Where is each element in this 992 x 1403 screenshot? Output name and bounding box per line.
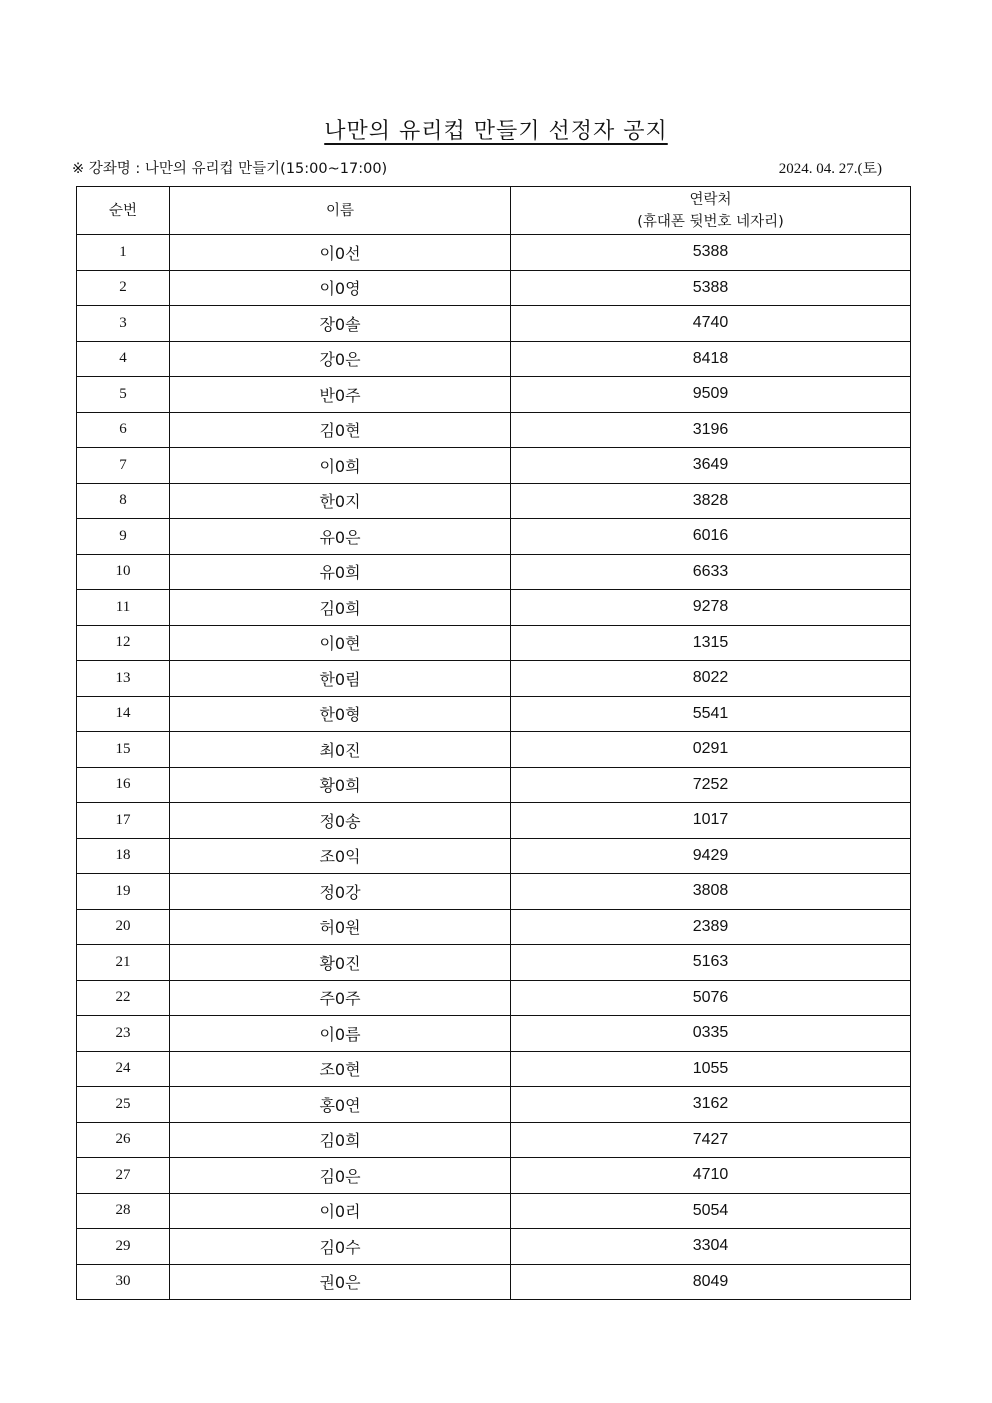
row-number: 2 [77,270,170,306]
row-name: 유0희 [170,554,511,590]
row-phone-last4: 0291 [511,732,911,768]
row-name: 이0리 [170,1193,511,1229]
table-row [77,980,911,1016]
row-phone-last4: 9278 [511,590,911,626]
course-label: ※ 강좌명 : 나만의 유리컵 만들기(15:00~17:00) [72,160,388,177]
header-contact-line2: (휴대폰 뒷번호 네자리) [637,213,784,230]
table-row [77,1051,911,1087]
row-number: 25 [77,1087,170,1123]
row-name: 김0은 [170,1158,511,1194]
table-row [77,1087,911,1123]
table-row [77,377,911,413]
table-row [77,767,911,803]
row-name: 한0형 [170,696,511,732]
row-phone-last4: 5054 [511,1193,911,1229]
table-row [77,235,911,271]
row-number: 9 [77,519,170,555]
row-phone-last4: 5163 [511,945,911,981]
table-row [77,519,911,555]
table-header-row [77,187,911,235]
row-name: 조0현 [170,1051,511,1087]
row-name: 황0진 [170,945,511,981]
row-number: 30 [77,1264,170,1300]
row-phone-last4: 3649 [511,448,911,484]
row-number: 27 [77,1158,170,1194]
row-name: 최0진 [170,732,511,768]
row-phone-last4: 4710 [511,1158,911,1194]
row-phone-last4: 7252 [511,767,911,803]
row-number: 24 [77,1051,170,1087]
row-name: 이0름 [170,1016,511,1052]
selectee-table [76,186,911,1300]
header-contact-line1: 연락처 [689,191,732,208]
row-number: 13 [77,661,170,697]
row-name: 한0림 [170,661,511,697]
row-name: 이0현 [170,625,511,661]
row-name: 한0지 [170,483,511,519]
row-name: 허0원 [170,909,511,945]
table-row [77,1122,911,1158]
row-phone-last4: 1055 [511,1051,911,1087]
row-name: 반0주 [170,377,511,413]
row-number: 11 [77,590,170,626]
table-row [77,803,911,839]
table-row [77,306,911,342]
row-number: 8 [77,483,170,519]
row-number: 5 [77,377,170,413]
table-row [77,1193,911,1229]
table-row [77,874,911,910]
row-phone-last4: 3304 [511,1229,911,1265]
table-row [77,341,911,377]
table-row [77,732,911,768]
table-row [77,554,911,590]
row-number: 23 [77,1016,170,1052]
row-name: 김0희 [170,590,511,626]
row-number: 4 [77,341,170,377]
course-info-line [72,156,882,178]
table-row [77,1158,911,1194]
row-phone-last4: 6016 [511,519,911,555]
row-phone-last4: 3808 [511,874,911,910]
row-number: 7 [77,448,170,484]
row-phone-last4: 6633 [511,554,911,590]
table-row [77,1016,911,1052]
notice-date: 2024. 04. 27.(토) [778,160,882,177]
row-name: 권0은 [170,1264,511,1300]
row-phone-last4: 3162 [511,1087,911,1123]
table-row [77,1229,911,1265]
row-name: 황0희 [170,767,511,803]
row-name: 김0현 [170,412,511,448]
table-row [77,625,911,661]
row-number: 20 [77,909,170,945]
row-number: 12 [77,625,170,661]
row-name: 이0희 [170,448,511,484]
row-number: 18 [77,838,170,874]
row-number: 19 [77,874,170,910]
row-number: 17 [77,803,170,839]
row-name: 김0수 [170,1229,511,1265]
table-row [77,945,911,981]
row-number: 10 [77,554,170,590]
row-number: 22 [77,980,170,1016]
row-phone-last4: 0335 [511,1016,911,1052]
row-phone-last4: 9429 [511,838,911,874]
row-phone-last4: 1315 [511,625,911,661]
row-name: 이0영 [170,270,511,306]
row-phone-last4: 8418 [511,341,911,377]
row-phone-last4: 1017 [511,803,911,839]
table-row [77,590,911,626]
row-phone-last4: 5541 [511,696,911,732]
row-name: 정0강 [170,874,511,910]
row-phone-last4: 5076 [511,980,911,1016]
row-number: 3 [77,306,170,342]
row-number: 14 [77,696,170,732]
document-title [0,114,992,145]
row-phone-last4: 7427 [511,1122,911,1158]
table-row [77,483,911,519]
table-row [77,661,911,697]
table-body [77,235,911,1300]
table-row [77,270,911,306]
row-name: 조0익 [170,838,511,874]
row-number: 21 [77,945,170,981]
row-name: 유0은 [170,519,511,555]
row-number: 1 [77,235,170,271]
row-phone-last4: 9509 [511,377,911,413]
header-name: 이름 [170,187,511,235]
header-contact [511,187,911,235]
table-row [77,1264,911,1300]
row-phone-last4: 4740 [511,306,911,342]
table-row [77,909,911,945]
row-number: 15 [77,732,170,768]
row-name: 이0선 [170,235,511,271]
table-row [77,448,911,484]
row-name: 강0은 [170,341,511,377]
row-phone-last4: 5388 [511,270,911,306]
row-number: 26 [77,1122,170,1158]
row-phone-last4: 5388 [511,235,911,271]
row-number: 29 [77,1229,170,1265]
row-number: 28 [77,1193,170,1229]
row-name: 김0희 [170,1122,511,1158]
row-name: 홍0연 [170,1087,511,1123]
table-row [77,412,911,448]
row-number: 6 [77,412,170,448]
row-name: 주0주 [170,980,511,1016]
row-number: 16 [77,767,170,803]
row-phone-last4: 3828 [511,483,911,519]
table-row [77,696,911,732]
row-phone-last4: 8022 [511,661,911,697]
row-phone-last4: 8049 [511,1264,911,1300]
row-phone-last4: 2389 [511,909,911,945]
header-no: 순번 [77,187,170,235]
row-name: 정0송 [170,803,511,839]
table-row [77,838,911,874]
row-phone-last4: 3196 [511,412,911,448]
row-name: 장0솔 [170,306,511,342]
document-title-text: 나만의 유리컵 만들기 선정자 공지 [324,119,668,144]
